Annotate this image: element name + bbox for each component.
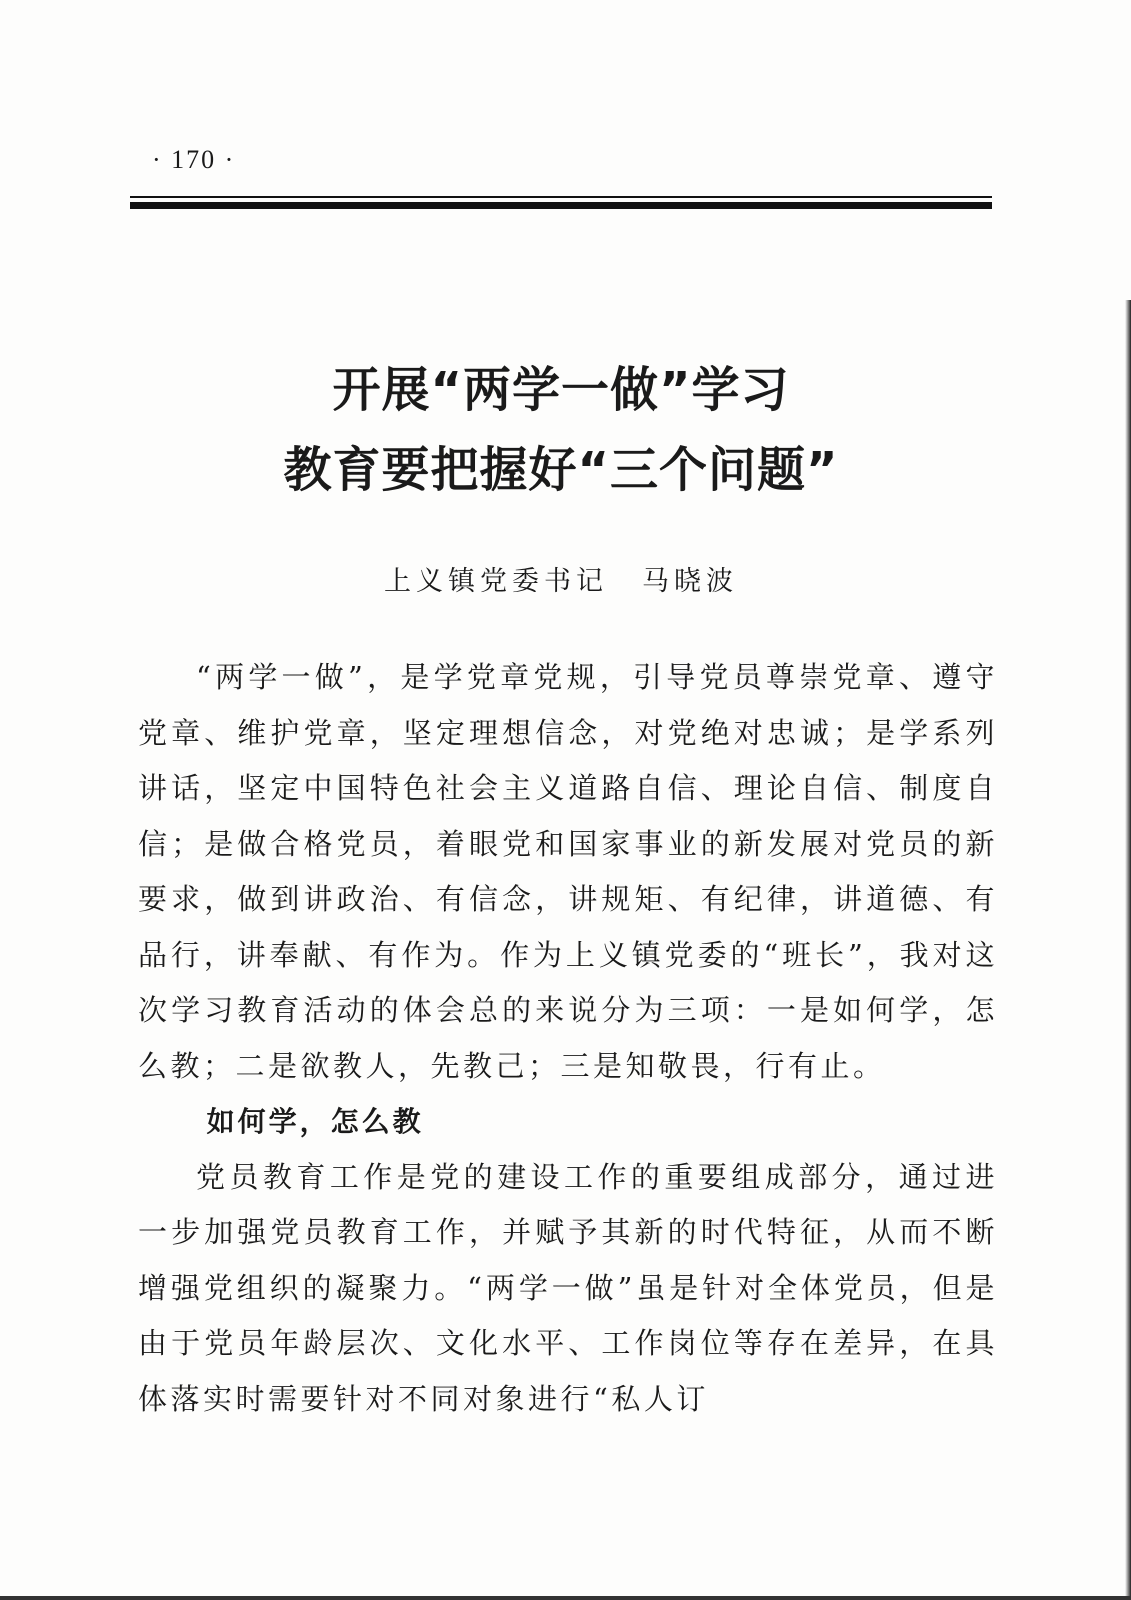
article-title	[130, 350, 992, 510]
paragraph-section-1: 党员教育工作是党的建设工作的重要组成部分，通过进一步加强党员教育工作，并赋予其新的时代特征，从而不断增强党组织的凝聚力。“两学一做”虽是针对全体党员，但是由于党员年龄层次、文化水平、工作岗位等存在差异，在具体落实时需要针对不同对象进行“私人订	[138, 1159, 998, 1416]
title-line-2: 教育要把握好“三个问题”	[283, 442, 839, 498]
section-heading: 如何学，怎么教	[206, 1105, 424, 1138]
author-position: 上义镇党委书记	[384, 566, 608, 597]
header-rule-thin	[130, 196, 992, 198]
scan-edge-bottom	[0, 1596, 1131, 1600]
title-line-1: 开展“两学一做”学习	[332, 362, 790, 418]
scan-edge-right	[1125, 300, 1131, 1600]
author-name: 马晓波	[642, 566, 738, 597]
paragraph-intro: “两学一做”，是学党章党规，引导党员尊崇党章、遵守党章、维护党章，坚定理想信念，对党绝对忠诚；是学系列讲话，坚定中国特色社会主义道路自信、理论自信、制度自信；是做合格党员，着眼党和国家事业的新发展对党员的新要求，做到讲政治、有信念，讲规矩、有纪律，讲道德、有品行，讲奉献、有作为。作为上义镇党委的“班长”，我对这次学习教育活动的体会总的来说分为三项：一是如何学，怎么教；二是欲教人，先教己；三是知敬畏，行有止。	[138, 660, 998, 1083]
page-header	[130, 140, 992, 209]
article-body	[138, 650, 998, 1427]
page-number: · 170 ·	[152, 145, 236, 174]
byline	[130, 562, 992, 602]
header-rule-thick	[130, 202, 992, 209]
